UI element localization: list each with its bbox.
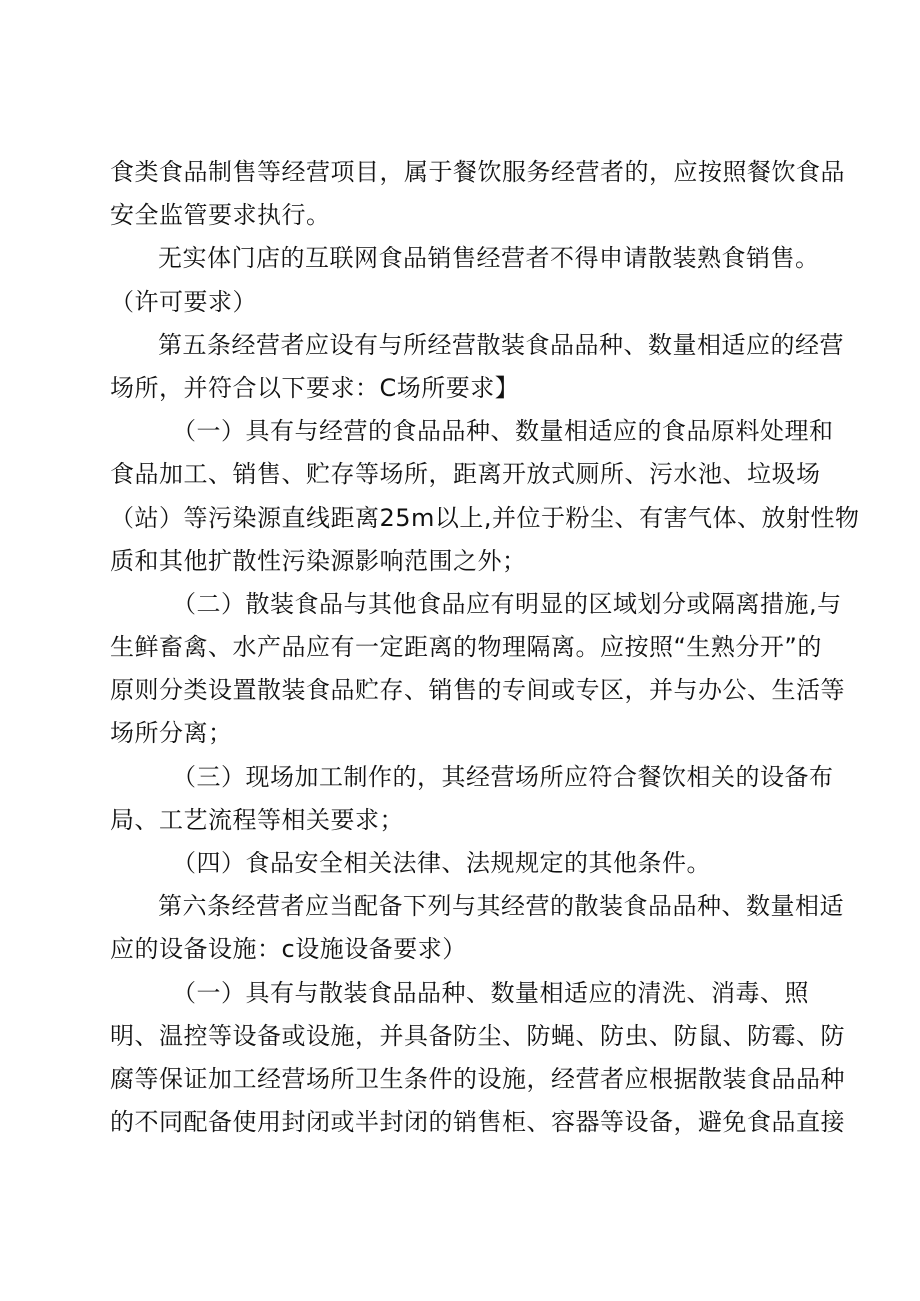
text-line: （站）等污染源直线距离25m以上,并位于粉尘、有害气体、放射性物 xyxy=(110,503,860,532)
text-line: 局、工艺流程等相关要求； xyxy=(110,805,404,834)
text-line: （三）现场加工制作的，其经营场所应符合餐饮相关的设备布 xyxy=(172,762,834,791)
text-line: 第六条经营者应当配备下列与其经营的散装食品品种、数量相适 xyxy=(158,892,844,921)
text-line: 的不同配备使用封闭或半封闭的销售柜、容器等设备，避免食品直接 xyxy=(110,1108,845,1137)
text-line: 场所分离； xyxy=(110,719,233,748)
text-line: 场所，并符合以下要求：C场所要求】 xyxy=(110,373,520,402)
text-line: 应的设备设施：c设施设备要求） xyxy=(110,935,467,964)
text-line: 食品加工、销售、贮存等场所，距离开放式厕所、污水池、垃圾场 xyxy=(110,460,821,489)
text-line: 生鲜畜禽、水产品应有一定距离的物理隔离。应按照“生熟分开”的 xyxy=(110,633,822,662)
text-line: 食类食品制售等经营项目，属于餐饮服务经营者的，应按照餐饮食品 xyxy=(110,158,845,186)
text-line: 腐等保证加工经营场所卫生条件的设施，经营者应根据散装食品品种 xyxy=(110,1064,845,1093)
text-line: （四）食品安全相关法律、法规规定的其他条件。 xyxy=(172,849,711,877)
text-line: 明、温控等设备或设施，并具备防尘、防蝇、防虫、防鼠、防霉、防 xyxy=(110,1021,845,1050)
text-line: 原则分类设置散装食品贮存、销售的专间或专区，并与办公、生活等 xyxy=(110,676,845,705)
text-line: 安全监管要求执行。 xyxy=(110,201,331,230)
text-line: 无实体门店的互联网食品销售经营者不得申请散装熟食销售。 xyxy=(158,244,820,273)
text-line: （一）具有与经营的食品品种、数量相适应的食品原料处理和 xyxy=(172,417,834,446)
text-line: 质和其他扩散性污染源影响范围之外； xyxy=(110,546,527,575)
text-line: （二）散装食品与其他食品应有明显的区域划分或隔离措施,与 xyxy=(172,589,842,618)
text-line: （一）具有与散装食品品种、数量相适应的清洗、消毒、照 xyxy=(172,978,809,1007)
document-body xyxy=(110,151,860,1144)
text-line: （许可要求） xyxy=(110,287,257,316)
text-line: 第五条经营者应设有与所经营散装食品品种、数量相适应的经营 xyxy=(158,330,844,359)
